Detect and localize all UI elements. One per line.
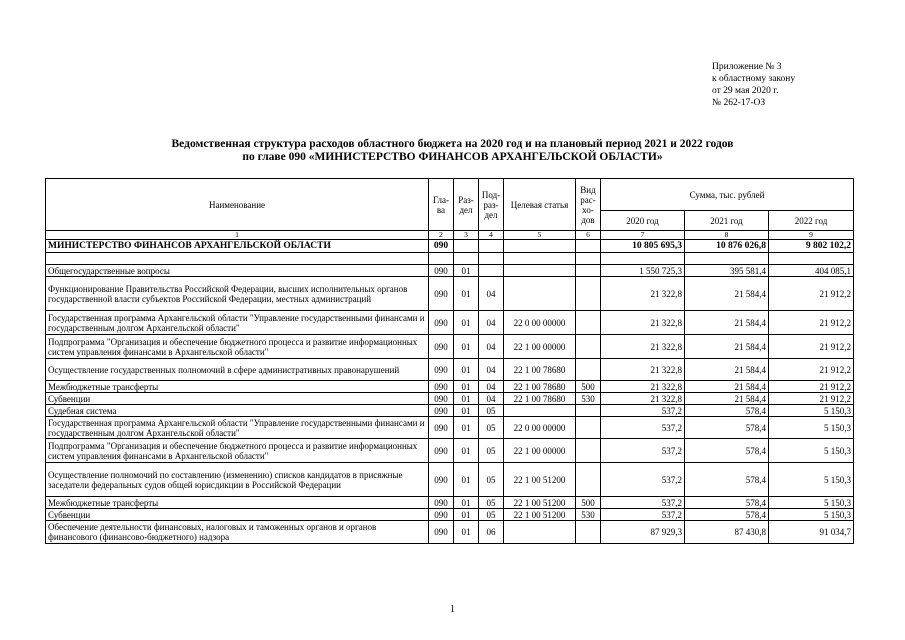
ministry-glava: 090 <box>429 240 454 253</box>
row-target-article: 22 0 00 00000 <box>504 311 576 335</box>
column-number: 3 <box>454 231 479 240</box>
row-podrazdel: 05 <box>479 439 504 463</box>
row-target-article: 22 1 00 51200 <box>504 497 576 509</box>
row-sum-2020: 21 322,8 <box>601 381 685 393</box>
row-glava: 090 <box>429 311 454 335</box>
row-podrazdel: 06 <box>479 521 504 544</box>
table-row <box>46 335 854 359</box>
row-sum-2022: 21 912,2 <box>769 311 854 335</box>
row-glava: 090 <box>429 381 454 393</box>
row-glava: 090 <box>429 393 454 405</box>
row-name: Осуществление полномочий по составлению (изменению) списков кандидатов в присяжные заседатели федеральных судов общей юрисдикции в Российской Федерации <box>46 463 429 497</box>
table-row <box>46 359 854 381</box>
row-sum-2022: 21 912,2 <box>769 381 854 393</box>
column-number: 6 <box>576 231 601 240</box>
row-sum-2020: 87 929,3 <box>601 521 685 544</box>
row-expense-type <box>576 405 601 417</box>
row-expense-type: 530 <box>576 393 601 405</box>
table-row <box>46 265 854 277</box>
appendix-line: № 262-17-ОЗ <box>712 98 766 108</box>
header-expense-type: Вид рас-хо-дов <box>576 179 601 231</box>
row-glava: 090 <box>429 463 454 497</box>
row-name: Государственная программа Архангельской области "Управление государственными финансами и государственным долгом Архангельской области" <box>46 311 429 335</box>
row-sum-2021: 21 584,4 <box>685 335 769 359</box>
row-expense-type <box>576 359 601 381</box>
row-name: Осуществление государственных полномочий в сфере административных правонарушений <box>46 359 429 381</box>
table-row <box>46 311 854 335</box>
header-name: Наименование <box>46 179 429 231</box>
row-glava: 090 <box>429 277 454 311</box>
row-sum-2022: 21 912,2 <box>769 359 854 381</box>
header-year-2022: 2022 год <box>769 211 854 231</box>
row-name: Судебная система <box>46 405 429 417</box>
row-sum-2021: 21 584,4 <box>685 277 769 311</box>
appendix-line: от 29 мая 2020 г. <box>712 86 779 96</box>
row-sum-2020: 537,2 <box>601 439 685 463</box>
row-razdel: 01 <box>454 381 479 393</box>
row-podrazdel: 04 <box>479 311 504 335</box>
row-sum-2021: 578,4 <box>685 509 769 521</box>
row-razdel: 01 <box>454 405 479 417</box>
row-target-article <box>504 521 576 544</box>
empty-cell <box>454 240 479 253</box>
ministry-row <box>46 240 854 253</box>
row-glava: 090 <box>429 439 454 463</box>
column-number: 9 <box>769 231 854 240</box>
row-expense-type <box>576 417 601 439</box>
row-expense-type <box>576 277 601 311</box>
appendix-line: к областному закону <box>712 74 796 84</box>
header-year-2021: 2021 год <box>685 211 769 231</box>
row-sum-2020: 537,2 <box>601 405 685 417</box>
row-sum-2021: 21 584,4 <box>685 311 769 335</box>
column-number: 4 <box>479 231 504 240</box>
row-name: Общегосударственные вопросы <box>46 265 429 277</box>
row-razdel: 01 <box>454 417 479 439</box>
row-expense-type <box>576 463 601 497</box>
row-name: Межбюджетные трансферты <box>46 381 429 393</box>
row-sum-2021: 21 584,4 <box>685 393 769 405</box>
row-sum-2021: 87 430,8 <box>685 521 769 544</box>
ministry-sum-2022: 9 802 102,2 <box>769 240 854 253</box>
row-glava: 090 <box>429 497 454 509</box>
title-line-1: Ведомственная структура расходов областного бюджета на 2020 год и на плановый период 2021 и 2022 годов <box>171 138 734 150</box>
row-name: Межбюджетные трансферты <box>46 497 429 509</box>
row-sum-2022: 404 085,1 <box>769 265 854 277</box>
row-glava: 090 <box>429 265 454 277</box>
column-number: 1 <box>46 231 429 240</box>
budget-table <box>45 178 854 544</box>
row-razdel: 01 <box>454 359 479 381</box>
row-expense-type: 500 <box>576 497 601 509</box>
empty-cell <box>576 240 601 253</box>
table-row <box>46 417 854 439</box>
row-sum-2022: 5 150,3 <box>769 417 854 439</box>
row-sum-2020: 1 550 725,3 <box>601 265 685 277</box>
table-row <box>46 521 854 544</box>
appendix-note <box>712 61 795 109</box>
column-number: 5 <box>504 231 576 240</box>
page-number: 1 <box>450 604 455 615</box>
row-sum-2021: 21 584,4 <box>685 359 769 381</box>
row-target-article <box>504 277 576 311</box>
row-name: Функционирование Правительства Российской Федерации, высших исполнительных органов государственной власти субъектов Российской Федерации, местных администраций <box>46 277 429 311</box>
row-expense-type: 500 <box>576 381 601 393</box>
table-row <box>46 463 854 497</box>
row-expense-type <box>576 265 601 277</box>
row-name: Подпрограмма "Организация и обеспечение бюджетного процесса и развитие информационных систем управления финансами в Архангельской области" <box>46 335 429 359</box>
row-sum-2022: 21 912,2 <box>769 277 854 311</box>
row-razdel: 01 <box>454 265 479 277</box>
table-row <box>46 497 854 509</box>
row-podrazdel: 05 <box>479 509 504 521</box>
row-sum-2020: 21 322,8 <box>601 393 685 405</box>
row-sum-2022: 91 034,7 <box>769 521 854 544</box>
empty-cell <box>504 240 576 253</box>
row-expense-type: 530 <box>576 509 601 521</box>
row-sum-2022: 21 912,2 <box>769 335 854 359</box>
row-sum-2021: 395 581,4 <box>685 265 769 277</box>
row-podrazdel: 05 <box>479 417 504 439</box>
column-number: 2 <box>429 231 454 240</box>
row-sum-2021: 578,4 <box>685 405 769 417</box>
document-title <box>0 138 905 164</box>
table-row <box>46 439 854 463</box>
ministry-name: МИНИСТЕРСТВО ФИНАНСОВ АРХАНГЕЛЬСКОЙ ОБЛАСТИ <box>46 240 429 253</box>
row-glava: 090 <box>429 335 454 359</box>
row-sum-2020: 537,2 <box>601 497 685 509</box>
row-razdel: 01 <box>454 335 479 359</box>
row-podrazdel: 04 <box>479 335 504 359</box>
row-sum-2021: 578,4 <box>685 439 769 463</box>
row-name: Государственная программа Архангельской области "Управление государственными финансами и государственным долгом Архангельской области" <box>46 417 429 439</box>
appendix-line: Приложение № 3 <box>712 62 782 72</box>
row-glava: 090 <box>429 359 454 381</box>
row-target-article: 22 1 00 78680 <box>504 359 576 381</box>
row-sum-2020: 21 322,8 <box>601 277 685 311</box>
row-sum-2021: 578,4 <box>685 417 769 439</box>
row-sum-2020: 21 322,8 <box>601 335 685 359</box>
spacer-row <box>46 253 854 265</box>
row-podrazdel: 04 <box>479 359 504 381</box>
row-target-article <box>504 265 576 277</box>
row-target-article: 22 1 00 51200 <box>504 463 576 497</box>
table-row <box>46 277 854 311</box>
row-glava: 090 <box>429 405 454 417</box>
row-podrazdel: 04 <box>479 393 504 405</box>
row-razdel: 01 <box>454 393 479 405</box>
row-name: Субвенции <box>46 393 429 405</box>
row-target-article: 22 1 00 00000 <box>504 335 576 359</box>
title-line-2: по главе 090 «МИНИСТЕРСТВО ФИНАНСОВ АРХАНГЕЛЬСКОЙ ОБЛАСТИ» <box>242 151 663 163</box>
row-sum-2022: 5 150,3 <box>769 439 854 463</box>
table-row <box>46 381 854 393</box>
row-target-article: 22 1 00 51200 <box>504 509 576 521</box>
row-sum-2022: 5 150,3 <box>769 463 854 497</box>
row-target-article: 22 1 00 78680 <box>504 381 576 393</box>
row-sum-2020: 21 322,8 <box>601 311 685 335</box>
column-number: 7 <box>601 231 685 240</box>
header-podrazdel: Под-раз-дел <box>479 179 504 231</box>
row-target-article: 22 0 00 00000 <box>504 417 576 439</box>
header-target-article: Целевая статья <box>504 179 576 231</box>
row-glava: 090 <box>429 417 454 439</box>
column-number: 8 <box>685 231 769 240</box>
row-sum-2021: 578,4 <box>685 497 769 509</box>
row-podrazdel: 04 <box>479 381 504 393</box>
row-glava: 090 <box>429 521 454 544</box>
ministry-sum-2021: 10 876 026,8 <box>685 240 769 253</box>
row-sum-2021: 21 584,4 <box>685 381 769 393</box>
row-podrazdel <box>479 265 504 277</box>
row-razdel: 01 <box>454 439 479 463</box>
row-name: Субвенции <box>46 509 429 521</box>
table-row <box>46 405 854 417</box>
row-sum-2022: 5 150,3 <box>769 509 854 521</box>
row-razdel: 01 <box>454 497 479 509</box>
row-razdel: 01 <box>454 463 479 497</box>
row-target-article: 22 1 00 00000 <box>504 439 576 463</box>
row-expense-type <box>576 521 601 544</box>
header-year-2020: 2020 год <box>601 211 685 231</box>
row-podrazdel: 05 <box>479 405 504 417</box>
header-razdel: Раз-дел <box>454 179 479 231</box>
row-expense-type <box>576 311 601 335</box>
row-name: Подпрограмма "Организация и обеспечение бюджетного процесса и развитие информационных систем управления финансами в Архангельской области" <box>46 439 429 463</box>
row-expense-type <box>576 439 601 463</box>
row-sum-2022: 5 150,3 <box>769 497 854 509</box>
row-sum-2020: 537,2 <box>601 463 685 497</box>
row-podrazdel: 05 <box>479 463 504 497</box>
row-sum-2020: 537,2 <box>601 509 685 521</box>
row-sum-2022: 21 912,2 <box>769 393 854 405</box>
table-row <box>46 509 854 521</box>
row-sum-2020: 21 322,8 <box>601 359 685 381</box>
row-expense-type <box>576 335 601 359</box>
header-glava: Гла-ва <box>429 179 454 231</box>
table-row <box>46 393 854 405</box>
row-target-article: 22 1 00 78680 <box>504 393 576 405</box>
header-sum: Сумма, тыс. рублей <box>601 179 854 211</box>
row-podrazdel: 04 <box>479 277 504 311</box>
row-glava: 090 <box>429 509 454 521</box>
row-sum-2020: 537,2 <box>601 417 685 439</box>
row-name: Обеспечение деятельности финансовых, налоговых и таможенных органов и органов финансового (финансово-бюджетного) надзора <box>46 521 429 544</box>
row-razdel: 01 <box>454 311 479 335</box>
row-sum-2021: 578,4 <box>685 463 769 497</box>
ministry-sum-2020: 10 805 695,3 <box>601 240 685 253</box>
row-razdel: 01 <box>454 521 479 544</box>
row-sum-2022: 5 150,3 <box>769 405 854 417</box>
empty-cell <box>479 240 504 253</box>
row-target-article <box>504 405 576 417</box>
row-razdel: 01 <box>454 277 479 311</box>
row-podrazdel: 05 <box>479 497 504 509</box>
row-razdel: 01 <box>454 509 479 521</box>
